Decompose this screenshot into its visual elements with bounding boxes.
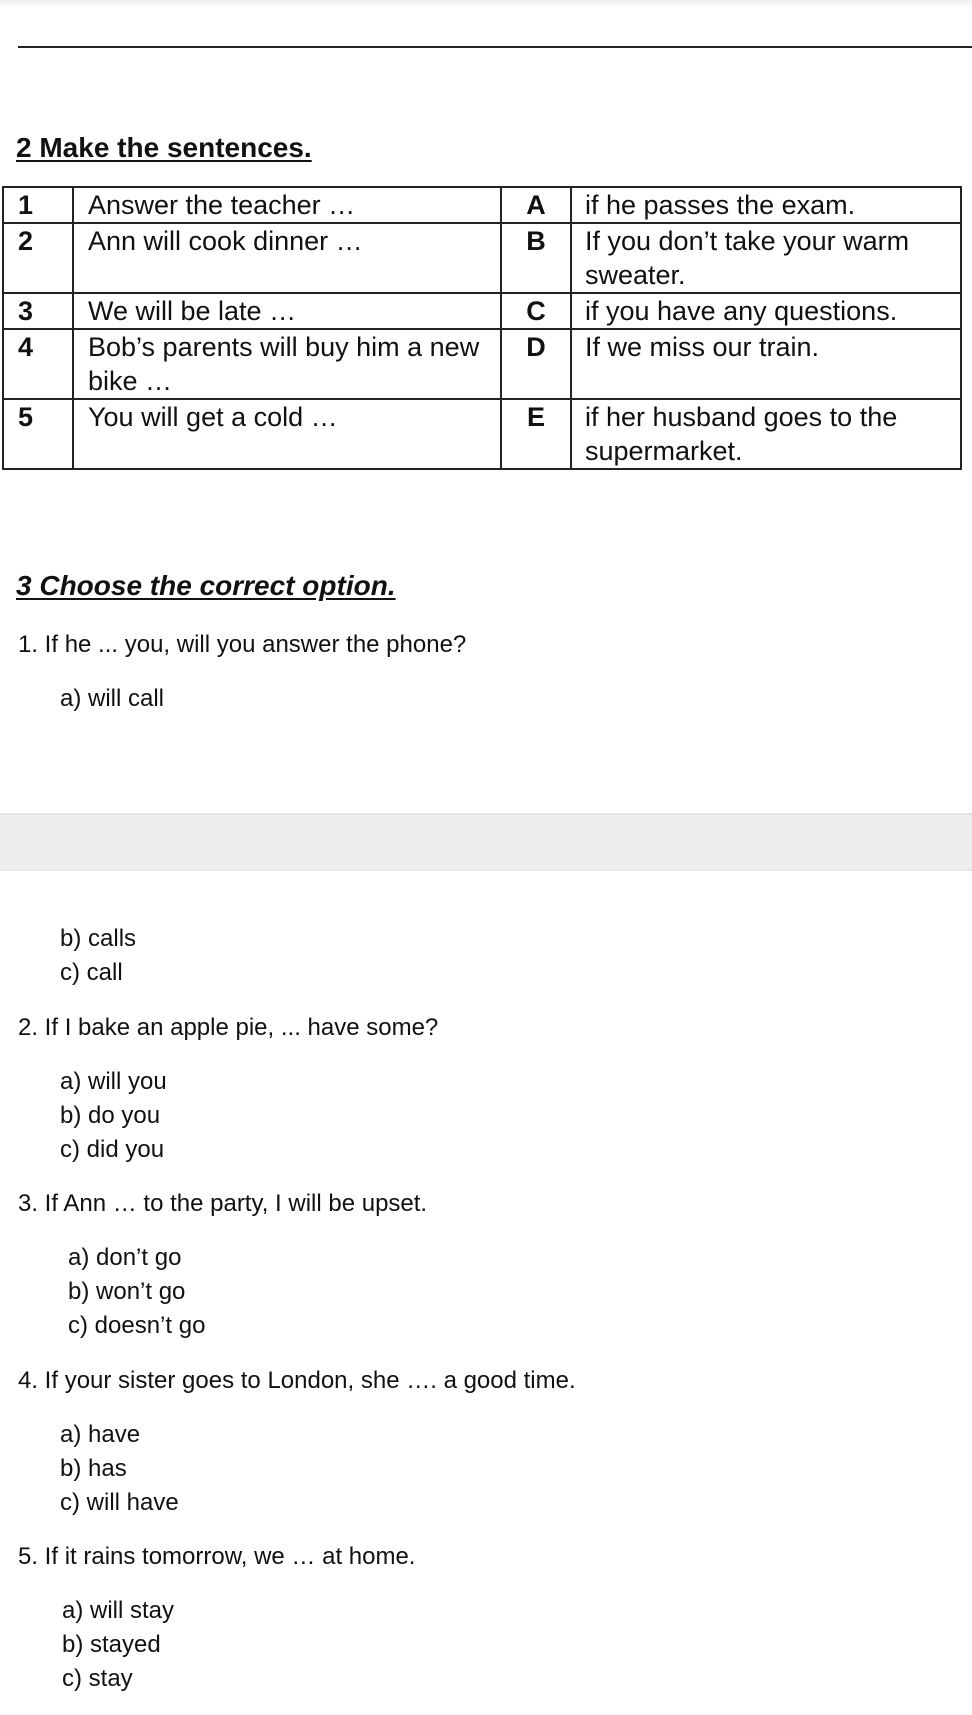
- top-shade: [0, 0, 972, 8]
- row-letter: E: [501, 399, 571, 469]
- matching-table: [2, 186, 962, 470]
- question-3-option-a: a) don’t go: [68, 1244, 182, 1271]
- question-2-option-a: a) will you: [60, 1068, 167, 1095]
- question-5: 5. If it rains tomorrow, we … at home.: [18, 1543, 416, 1570]
- section-2-title: 2 Make the sentences.: [16, 132, 312, 163]
- question-4-option-a: a) have: [60, 1421, 141, 1448]
- question-4: 4. If your sister goes to London, she …. a good time.: [18, 1367, 576, 1394]
- question-2-option-c: c) did you: [60, 1136, 165, 1163]
- question-5-option-b: b) stayed: [62, 1631, 161, 1658]
- question-4-option-c: c) will have: [60, 1489, 179, 1516]
- page-break: [0, 813, 972, 871]
- question-1: 1. If he ... you, will you answer the phone?: [18, 631, 467, 658]
- question-5-option-a: a) will stay: [62, 1597, 175, 1624]
- question-4-option-b: b) has: [60, 1455, 127, 1482]
- row-number: 4: [3, 329, 73, 399]
- table-row: [3, 293, 961, 329]
- question-3-option-b: b) won’t go: [68, 1278, 186, 1305]
- row-letter: B: [501, 223, 571, 293]
- sentence-end: if you have any questions.: [571, 293, 961, 329]
- section-3-title: 3 Choose the correct option.: [16, 570, 396, 601]
- question-1-option-a: a) will call: [60, 685, 165, 712]
- row-letter: A: [501, 187, 571, 223]
- sentence-start: Answer the teacher …: [73, 187, 501, 223]
- row-letter: C: [501, 293, 571, 329]
- sentence-end: if her husband goes to the supermarket.: [571, 399, 961, 469]
- sentence-end: If you don’t take your warm sweater.: [571, 223, 961, 293]
- question-2: 2. If I bake an apple pie, ... have some?: [18, 1014, 439, 1041]
- table-row: [3, 187, 961, 223]
- question-3: 3. If Ann … to the party, I will be upset.: [18, 1190, 428, 1217]
- question-2-option-b: b) do you: [60, 1102, 161, 1129]
- sentence-start: We will be late …: [73, 293, 501, 329]
- question-1-option-b: b) calls: [60, 925, 137, 952]
- top-rule: [18, 46, 972, 48]
- question-5-option-c: c) stay: [62, 1665, 133, 1692]
- sentence-end: if he passes the exam.: [571, 187, 961, 223]
- row-number: 2: [3, 223, 73, 293]
- table-row: [3, 399, 961, 469]
- question-1-option-c: c) call: [60, 959, 123, 986]
- sentence-start: You will get a cold …: [73, 399, 501, 469]
- row-number: 1: [3, 187, 73, 223]
- table-row: [3, 329, 961, 399]
- table-row: [3, 223, 961, 293]
- question-3-option-c: c) doesn’t go: [68, 1312, 206, 1339]
- row-letter: D: [501, 329, 571, 399]
- sentence-start: Bob’s parents will buy him a new bike …: [73, 329, 501, 399]
- row-number: 3: [3, 293, 73, 329]
- sentence-start: Ann will cook dinner …: [73, 223, 501, 293]
- sentence-end: If we miss our train.: [571, 329, 961, 399]
- row-number: 5: [3, 399, 73, 469]
